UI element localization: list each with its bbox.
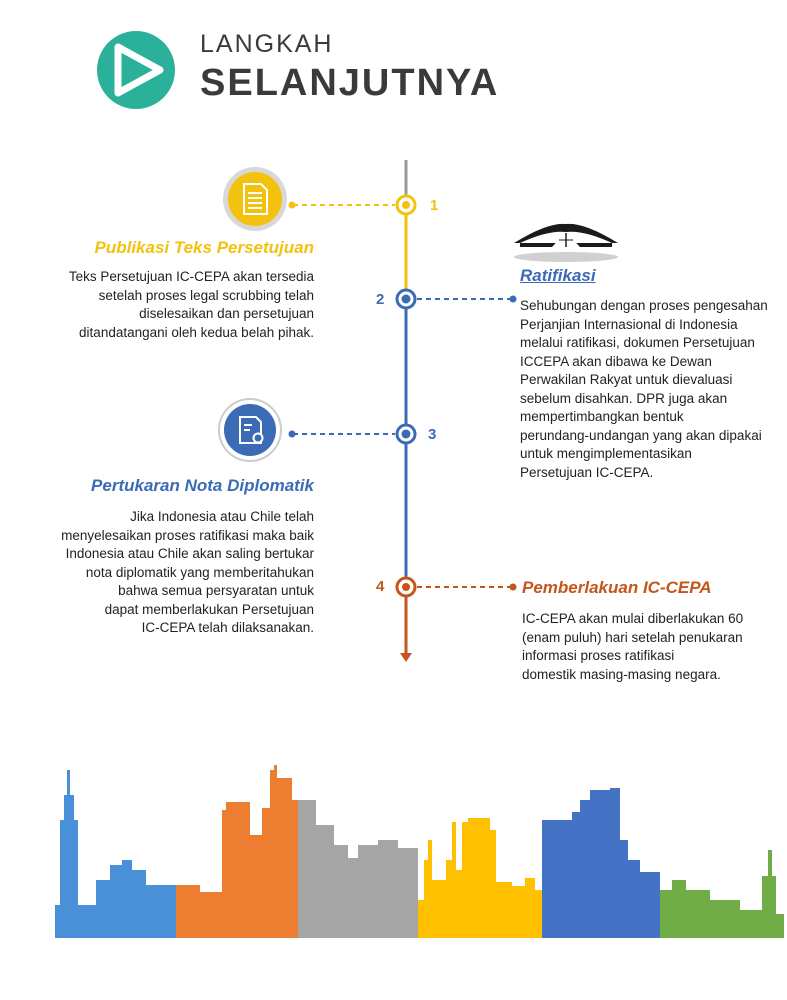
step-description-3 xyxy=(4,508,314,638)
timeline-node-4 xyxy=(397,578,517,596)
timeline-arrow-icon xyxy=(400,653,412,662)
text-line: Jika Indonesia atau Chile telah xyxy=(130,509,314,524)
text-line: ditandatangani oleh kedua belah pihak. xyxy=(79,324,314,340)
text-line: bahwa semua persyaratan untuk xyxy=(118,583,314,598)
step-description-4 xyxy=(522,610,784,684)
step-number-2: 2 xyxy=(376,291,385,308)
document-icon xyxy=(223,167,287,231)
step-title-4: Pemberlakuan IC-CEPA xyxy=(522,578,712,597)
text-line: domestik masing-masing negara. xyxy=(522,666,721,682)
timeline-node-1 xyxy=(289,196,416,214)
text-line: setelah proses legal scrubbing telah xyxy=(98,287,314,303)
step-description-1 xyxy=(14,268,314,342)
step-title-2: Ratifikasi xyxy=(520,266,596,285)
text-line: nota diplomatik yang memberitahukan xyxy=(85,564,314,580)
header-title-line1: LANGKAH xyxy=(200,30,334,58)
step-number-4: 4 xyxy=(376,578,385,595)
text-line: mempertimbangkan bentuk xyxy=(520,409,684,424)
text-line: Perjanjian Internasional di Indonesia xyxy=(520,316,738,332)
text-line: IC-CEPA akan mulai diberlakukan 60 xyxy=(522,611,744,626)
text-line: Teks Persetujuan IC-CEPA akan tersedia xyxy=(68,269,314,284)
certificate-icon xyxy=(219,399,281,461)
text-line: diselesaikan dan persetujuan xyxy=(139,306,314,321)
text-line: Perwakilan Rakyat untuk dievaluasi xyxy=(520,372,733,387)
timeline-node-3 xyxy=(289,425,416,443)
step-description-2 xyxy=(520,297,782,482)
text-line: melalui ratifikasi, dokumen Persetujuan xyxy=(520,335,755,350)
text-line: informasi proses ratifikasi xyxy=(522,648,675,663)
header-title-line2: SELANJUTNYA xyxy=(200,62,500,104)
step-title-1: Publikasi Teks Persetujuan xyxy=(94,238,314,257)
text-line: (enam puluh) hari setelah penukaran xyxy=(522,629,743,645)
step-title-3: Pertukaran Nota Diplomatik xyxy=(91,476,314,495)
timeline-node-2 xyxy=(397,290,517,308)
text-line: ICCEPA akan dibawa ke Dewan xyxy=(520,353,712,369)
step-number-1: 1 xyxy=(430,197,439,214)
text-line: Persetujuan IC-CEPA. xyxy=(520,464,654,480)
text-line: IC-CEPA telah dilaksanakan. xyxy=(141,620,314,635)
text-line: perundang-undangan yang akan dipakai xyxy=(520,427,762,443)
text-line: Sehubungan dengan proses pengesahan xyxy=(520,298,768,313)
text-line: dapat memberlakukan Persetujuan xyxy=(104,601,314,617)
text-line: Indonesia atau Chile akan saling bertukar xyxy=(65,546,314,561)
parliament-building-icon xyxy=(514,224,618,262)
text-line: sebelum disahkan. DPR juga akan xyxy=(520,390,728,406)
text-line: menyelesaikan proses ratifikasi maka baik xyxy=(61,527,314,543)
play-icon xyxy=(97,31,175,109)
step-number-3: 3 xyxy=(428,426,437,443)
text-line: untuk mengimplementasikan xyxy=(520,446,692,461)
city-skyline-illustration xyxy=(55,765,784,938)
